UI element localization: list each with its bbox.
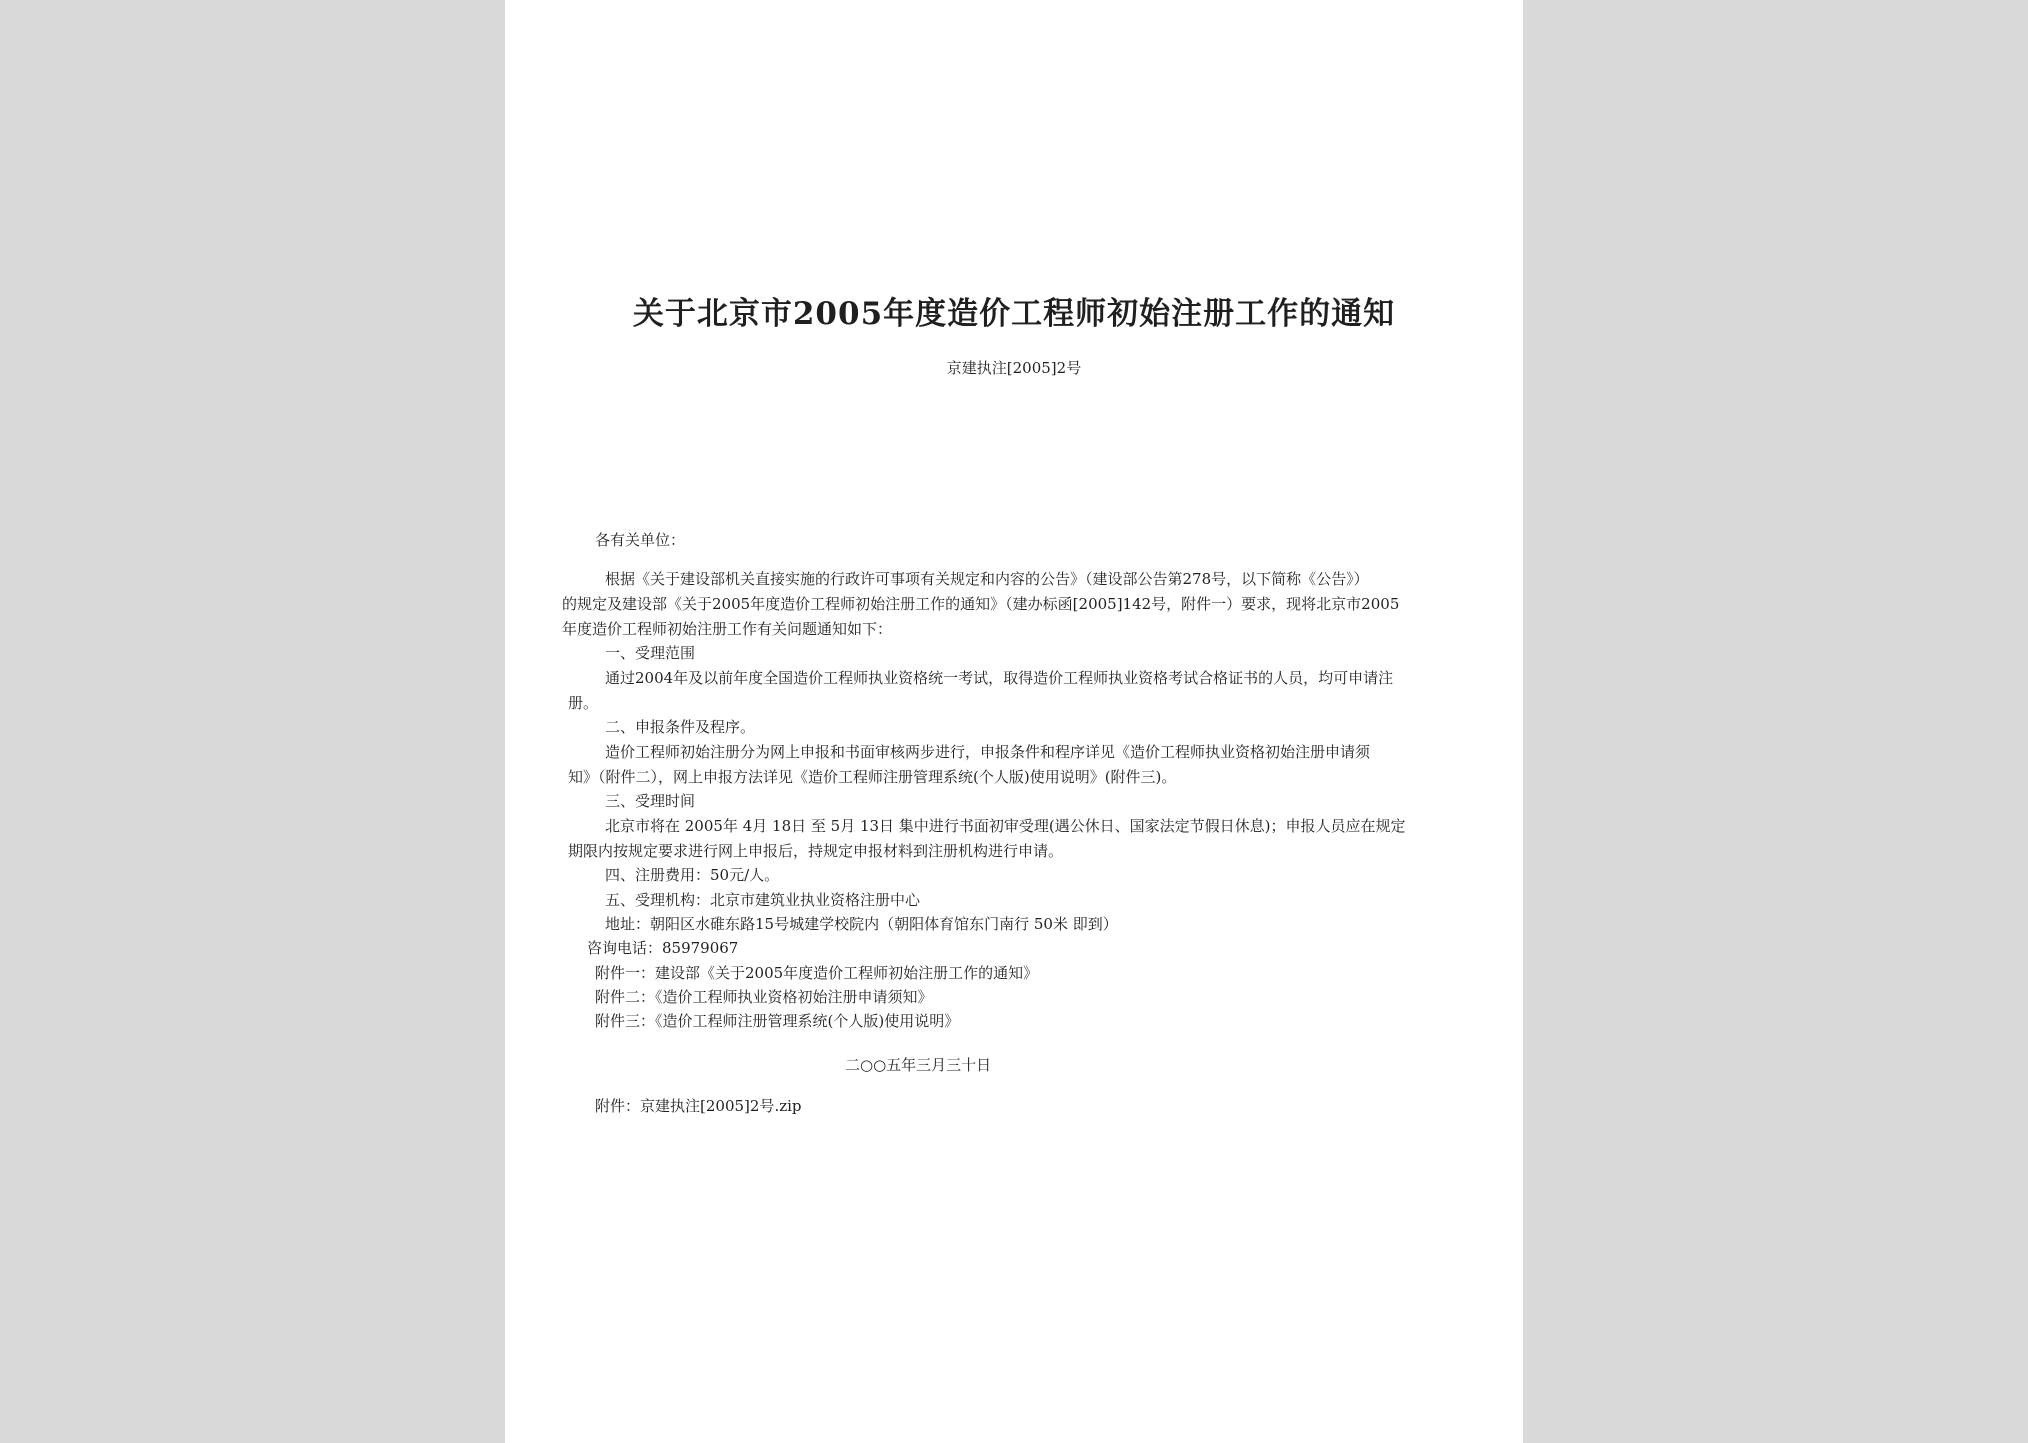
section-4-fees: 四、注册费用：50元/人。 <box>605 866 780 884</box>
document-page <box>505 0 1523 1443</box>
section-2-heading: 二、申报条件及程序。 <box>605 718 756 736</box>
appendix-1: 附件一：建设部《关于2005年度造价工程师初始注册工作的通知》 <box>595 964 1039 982</box>
attachment-row <box>595 1095 802 1116</box>
section-5-agency: 五、受理机构：北京市建筑业执业资格注册中心 <box>605 891 921 909</box>
section-1-line-2: 册。 <box>568 694 599 712</box>
section-3-line-2: 期限内按规定要求进行网上申报后，持规定申报材料到注册机构进行申请。 <box>568 842 1064 860</box>
agency-phone: 咨询电话：85979067 <box>587 939 739 957</box>
salutation: 各有关单位： <box>595 531 686 549</box>
intro-line-1: 根据《关于建设部机关直接实施的行政许可事项有关规定和内容的公告》（建设部公告第278号，以下简称《公告》） <box>605 570 1369 588</box>
section-1-heading: 一、受理范围 <box>605 644 696 662</box>
section-1-line-1: 通过2004年及以前年度全国造价工程师执业资格统一考试，取得造价工程师执业资格考试合格证书的人员，均可申请注 <box>605 669 1394 687</box>
section-3-line-1: 北京市将在 2005年 4月 18日 至 5月 13日 集中进行书面初审受理(遇公休日、国家法定节假日休息)；申报人员应在规定 <box>605 817 1406 835</box>
intro-line-3: 年度造价工程师初始注册工作有关问题通知如下： <box>562 620 893 638</box>
section-2-line-2: 知》（附件二），网上申报方法详见《造价工程师注册管理系统(个人版)使用说明》(附件三)。 <box>568 768 1177 786</box>
appendix-3: 附件三：《造价工程师注册管理系统(个人版)使用说明》 <box>595 1012 960 1030</box>
document-title: 关于北京市2005年度造价工程师初始注册工作的通知 <box>632 296 1396 332</box>
document-number: 京建执注[2005]2号 <box>946 359 1082 377</box>
section-3-heading: 三、受理时间 <box>605 792 696 810</box>
issue-date: 二○○五年三月三十日 <box>845 1056 992 1074</box>
intro-line-2: 的规定及建设部《关于2005年度造价工程师初始注册工作的通知》（建办标函[2005]142号，附件一）要求，现将北京市2005 <box>562 595 1400 613</box>
agency-address: 地址：朝阳区水碓东路15号城建学校院内（朝阳体育馆东门南行 50米 即到） <box>605 915 1118 933</box>
appendix-2: 附件二：《造价工程师执业资格初始注册申请须知》 <box>595 988 933 1006</box>
attachment-label: 附件： <box>595 1097 641 1115</box>
section-2-line-1: 造价工程师初始注册分为网上申报和书面审核两步进行，申报条件和程序详见《造价工程师执业资格初始注册申请须 <box>605 743 1371 761</box>
attachment-download-link[interactable]: 京建执注[2005]2号.zip <box>640 1097 802 1115</box>
